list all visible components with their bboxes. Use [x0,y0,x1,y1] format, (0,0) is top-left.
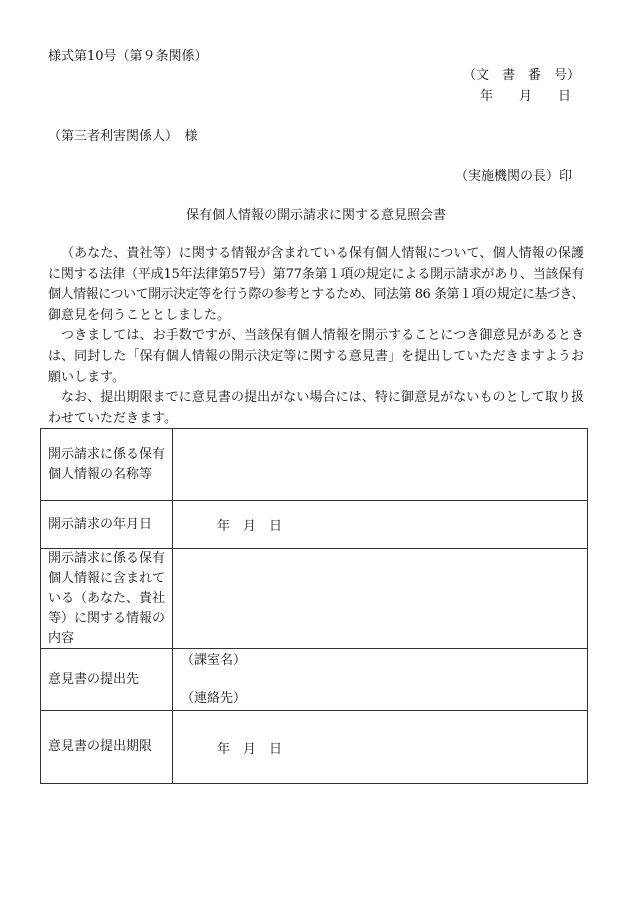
paragraph-line: 個人情報について開示決定等を行う際の参考とするため、同法第 86 条第１項の規定に基づき、 [48,287,584,303]
department-placeholder: （課室名） [181,653,247,668]
label-line: 個人情報に含まれて [48,570,166,586]
document-title: 保有個人情報の開示請求に関する意見照会書 [185,208,446,223]
sender-seal: （実施機関の長）印 [454,169,572,184]
information-content-label [41,549,173,649]
label-line: いる（あなた、貴社 [48,590,166,606]
addressee: （第三者利害関係人） 様 [48,129,198,144]
label-line: 等）に関する情報の [48,610,166,626]
submission-deadline-label [41,711,173,784]
information-name-value [173,429,588,501]
label-line: 個人情報の名称等 [48,466,153,482]
form-number: 様式第10号（第９条関係） [48,49,208,64]
paragraph-line: なお、提出期限までに意見書の提出がない場合には、特に御意見がないものとして取り扱 [61,390,584,406]
submission-destination-label [41,649,173,711]
label-line: 意見書の提出先 [48,671,140,687]
information-name-label [41,429,173,501]
date-placeholder: 年 月 日 [217,741,283,757]
label-line: 開示請求の年月日 [48,516,153,532]
document-number: （文 書 番 号） [462,68,580,83]
date-placeholder: 年 月 日 [217,519,283,534]
paragraph-2 [48,326,584,388]
body-text [48,244,584,429]
paragraph-1 [48,244,584,326]
label-line: 意見書の提出期限 [48,739,153,754]
information-content-value [173,549,588,649]
submission-destination-value [173,649,588,711]
label-line: 内容 [48,630,75,646]
contact-placeholder: （連絡先） [181,691,247,706]
paragraph-line: は、同封した「保有個人情報の開示決定等に関する意見書」を提出していただきますようお [48,348,584,364]
paragraph-3 [48,388,584,429]
blank-line [181,670,587,689]
paragraph-line: に関する法律（平成15年法律第57号）第77条第１項の規定による開示請求があり、当該保有 [48,266,584,282]
inquiry-table [40,428,588,784]
submission-deadline-value [173,711,588,784]
label-line: 開示請求に係る保有 [48,446,166,462]
request-date-value [173,501,588,549]
paragraph-line: わせていただきます。 [48,410,177,426]
label-line: 開示請求に係る保有 [48,550,166,566]
paragraph-line: （あなた、貴社等）に関する情報が含まれている保有個人情報について、個人情報の保護 [61,246,584,261]
paragraph-line: つきましては、お手数ですが、当該保有個人情報を開示することにつき御意見があるとき [61,328,584,344]
paragraph-line: 御意見を伺うこととしました。 [48,307,231,323]
paragraph-line: 願いします。 [48,369,125,385]
issue-date: 年 月 日 [479,89,571,104]
request-date-label [41,501,173,549]
